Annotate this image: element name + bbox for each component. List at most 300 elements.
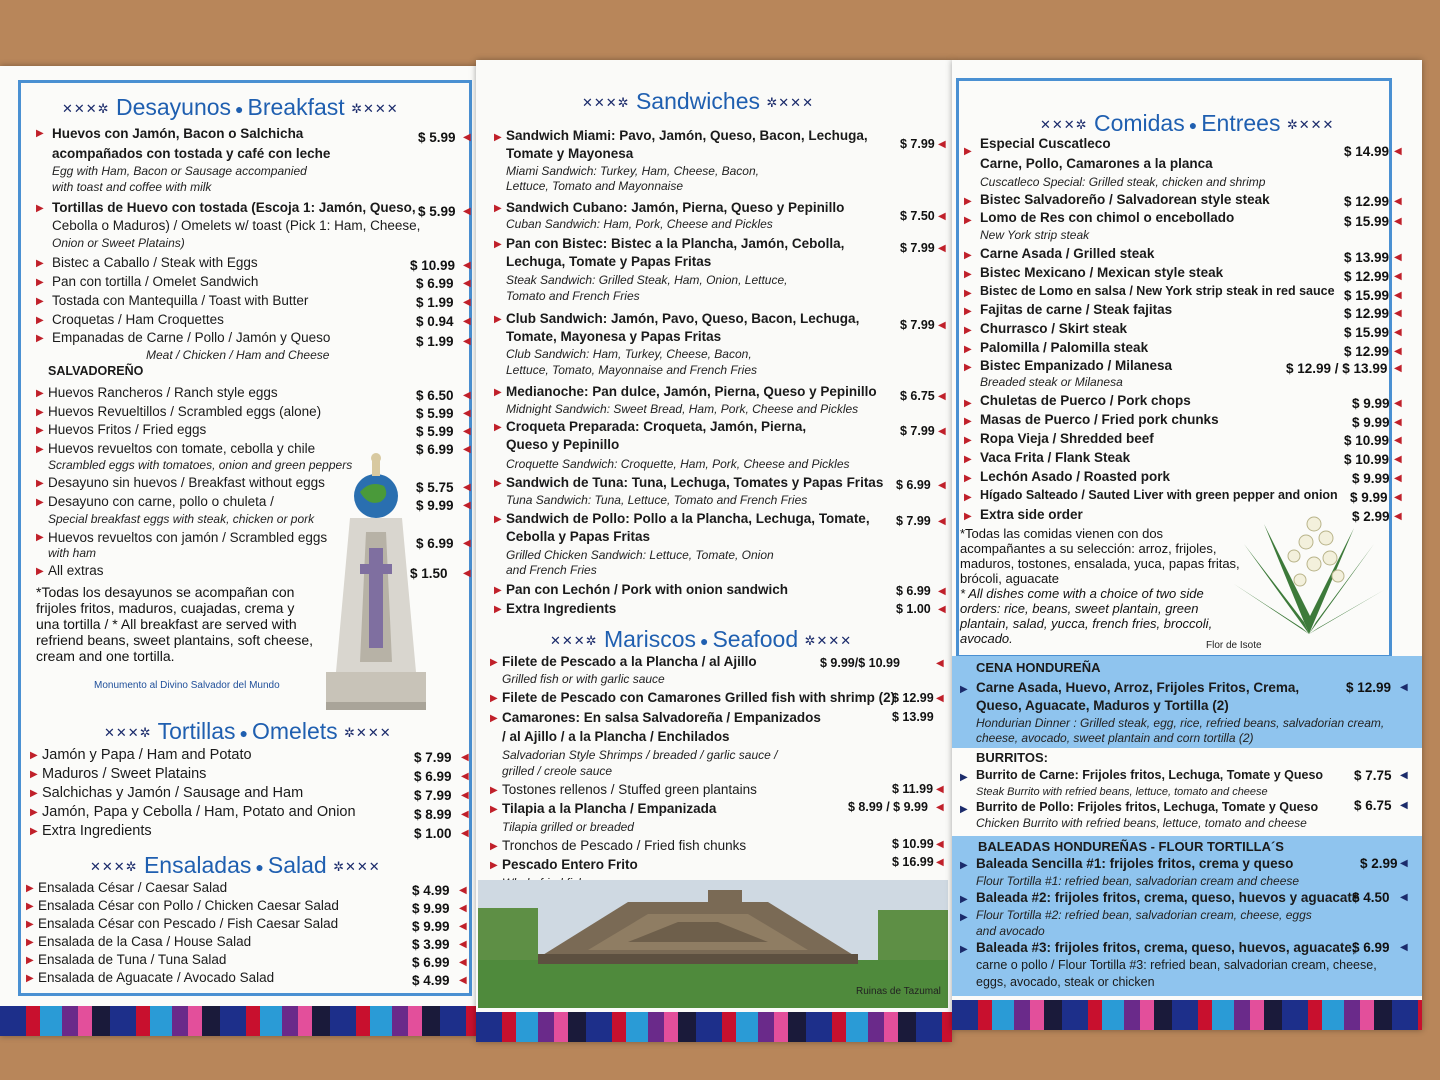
price-arrow-icon: ◀ xyxy=(463,444,471,455)
price-arrow-icon: ◀ xyxy=(1394,271,1402,282)
ornament-icon: ✕✕✕✲ xyxy=(550,632,598,648)
menu-item: Ropa Vieja / Shredded beef xyxy=(980,431,1154,446)
ornament-icon: ✕✕✕✲ xyxy=(104,724,152,740)
arrow-icon: ▶ xyxy=(964,196,972,207)
arrow-icon: ▶ xyxy=(36,258,44,269)
menu-item: Sandwich de Pollo: Pollo a la Plancha, Lechuga, Tomate, xyxy=(506,511,870,526)
menu-item: Carne Asada / Grilled steak xyxy=(980,246,1155,261)
menu-item: Sandwich Cubano: Jamón, Pierna, Queso y Pepinillo xyxy=(506,200,845,215)
item-price: $ 7.99 xyxy=(414,750,452,765)
burritos-title: BURRITOS: xyxy=(976,750,1048,765)
item-price: $ 12.99 / $ 13.99 xyxy=(1286,361,1388,376)
price-arrow-icon: ◀ xyxy=(463,408,471,419)
item-price: $ 3.99 xyxy=(412,937,450,952)
menu-item: Club Sandwich: Jamón, Pavo, Queso, Bacon, Lechuga, xyxy=(506,311,860,326)
price-arrow-icon: ◀ xyxy=(938,391,946,402)
menu-item: carne o pollo / Flour Tortilla #3: refried bean, salvadorian cream, cheese, xyxy=(976,958,1377,972)
arrow-icon: ▶ xyxy=(964,250,972,261)
item-description: Grilled Chicken Sandwich: Lettuce, Tomate, Onion xyxy=(506,548,774,562)
salads-heading: ✕✕✕✲ Ensaladas ● Salad ✲✕✕✕ xyxy=(90,852,381,878)
menu-item: Ensalada César con Pescado / Fish Caesar Salad xyxy=(38,916,339,931)
menu-item: Lechón Asado / Roasted pork xyxy=(980,469,1171,484)
menu-item-full: Bistec Salvadoreño / Salvadorean style steak xyxy=(980,192,1270,207)
menu-item: Tomate y Mayonesa xyxy=(506,146,634,161)
price-arrow-icon: ◀ xyxy=(1394,417,1402,428)
menu-item: Ensalada de Aguacate / Avocado Salad xyxy=(38,970,275,985)
item-description: Steak Burrito with refried beans, lettuce, tomato and cheese xyxy=(976,786,1268,798)
item-description: Cuban Sandwich: Ham, Pork, Cheese and Pickles xyxy=(506,217,773,231)
arrow-icon: ▶ xyxy=(494,478,502,489)
price-arrow-icon: ◀ xyxy=(461,828,469,839)
price-arrow-icon: ◀ xyxy=(1394,346,1402,357)
price-arrow-icon: ◀ xyxy=(459,939,467,950)
menu-item: Salchichas y Jamón / Sausage and Ham xyxy=(42,785,304,801)
menu-item: Pan con tortilla / Omelet Sandwich xyxy=(52,274,259,289)
item-price: $ 6.50 xyxy=(416,388,454,403)
menu-item: Jamón, Papa y Cebolla / Ham, Potato and Onion xyxy=(42,804,356,820)
price-arrow-icon: ◀ xyxy=(461,752,469,763)
item-price: $ 1.00 xyxy=(414,826,452,841)
price-arrow-icon: ◀ xyxy=(1394,216,1402,227)
menu-item: acompañados con tostada y café con leche xyxy=(52,146,331,161)
item-price: $ 10.99 xyxy=(1344,452,1390,467)
textile-strip xyxy=(476,1012,952,1042)
item-description: with ham xyxy=(48,546,97,560)
arrow-icon: ▶ xyxy=(960,684,968,695)
menu-item: Extra Ingredients xyxy=(42,823,152,839)
price-arrow-icon: ◀ xyxy=(1394,492,1402,503)
arrow-icon: ▶ xyxy=(36,425,44,436)
item-description: Tuna Sandwich: Tuna, Lettuce, Tomato and French Fries xyxy=(506,493,808,507)
price-arrow-icon: ◀ xyxy=(463,260,471,271)
arrow-icon: ▶ xyxy=(490,860,498,871)
item-price: $ 4.99 xyxy=(412,973,450,988)
arrow-icon: ▶ xyxy=(490,713,498,724)
menu-item: Lomo de Res con chimol o encebollado xyxy=(980,210,1235,225)
item-price: $ 6.75 xyxy=(900,389,935,403)
item-price: $ 2.99 xyxy=(1360,856,1398,871)
menu-item: Carne, Pollo, Camarones a la planca xyxy=(980,156,1213,171)
price-arrow-icon: ◀ xyxy=(463,206,471,217)
section-subtitle: SALVADOREÑO xyxy=(48,364,144,378)
sandwiches-heading: ✕✕✕✲ Sandwiches ✲✕✕✕ xyxy=(582,88,814,114)
ruins-image xyxy=(478,850,948,1008)
arrow-icon: ▶ xyxy=(30,826,38,837)
entrees-note-es: *Todas las comidas vienen con dos acompañantes a su selección: arroz, frijoles, maduros, tostones, ensalada, yuca, papas fritas, brócoli, aguacate xyxy=(960,526,1240,586)
item-description: Flour Tortilla #1: refried bean, salvadorian cream and cheese xyxy=(976,874,1300,888)
arrow-icon: ▶ xyxy=(26,955,34,966)
item-description: Flour Tortilla #2: refried bean, salvadorian cream, cheese, eggs xyxy=(976,908,1312,922)
arrow-icon: ▶ xyxy=(26,883,34,894)
menu-item: Camarones: En salsa Salvadoreña / Empanizados xyxy=(502,710,821,725)
menu-item: Vaca Frita / Flank Steak xyxy=(980,450,1131,465)
item-price: $ 15.99 xyxy=(1344,288,1390,303)
item-price: $ 6.75 xyxy=(1354,798,1392,813)
entrees-heading: ✕✕✕✲ Comidas ● Entrees ✲✕✕✕ xyxy=(1040,110,1335,136)
menu-panel-middle xyxy=(476,60,952,1042)
price-arrow-icon: ◀ xyxy=(463,426,471,437)
item-price: $ 6.99 xyxy=(896,584,931,598)
item-price: $ 8.99 xyxy=(414,807,452,822)
item-price: $ 1.50 xyxy=(410,566,448,581)
item-description: grilled / creole sauce xyxy=(502,764,613,778)
price-arrow-icon: ◀ xyxy=(463,568,471,579)
price-arrow-icon: ◀ xyxy=(936,693,944,704)
item-description: Egg with Ham, Bacon or Sausage accompanied xyxy=(52,164,307,178)
item-price: $ 6.99 xyxy=(412,955,450,970)
arrow-icon: ▶ xyxy=(964,435,972,446)
item-price: $ 10.99 xyxy=(410,258,456,273)
price-arrow-icon: ◀ xyxy=(1394,435,1402,446)
item-price: $ 5.99 xyxy=(418,130,456,145)
item-description: Cuscatleco Special: Grilled steak, chicken and shrimp xyxy=(980,175,1266,189)
menu-item: Queso, Aguacate, Maduros y Tortilla (2) xyxy=(976,698,1229,713)
item-description: Hondurian Dinner : Grilled steak, egg, rice, refried beans, salvadorian cream, xyxy=(976,716,1385,730)
menu-panel-right xyxy=(952,60,1422,1030)
item-description: Club Sandwich: Ham, Turkey, Cheese, Bacon, xyxy=(506,347,752,361)
price-arrow-icon: ◀ xyxy=(459,921,467,932)
omelets-heading: ✕✕✕✲ Tortillas ● Omelets ✲✕✕✕ xyxy=(104,718,392,744)
price-arrow-icon: ◀ xyxy=(938,604,946,615)
item-description: Meat / Chicken / Ham and Cheese xyxy=(146,348,330,362)
menu-item: Desayuno sin huevos / Breakfast without eggs xyxy=(48,475,325,490)
item-price: $ 7.99 xyxy=(900,318,935,332)
arrow-icon: ▶ xyxy=(960,894,968,905)
arrow-icon: ▶ xyxy=(964,362,972,373)
price-arrow-icon: ◀ xyxy=(1394,196,1402,207)
item-price: $ 9.99 xyxy=(1352,415,1390,430)
item-price: $ 6.99 xyxy=(1352,940,1390,955)
arrow-icon: ▶ xyxy=(960,772,968,783)
baleadas-title: BALEADAS HONDUREÑAS - FLOUR TORTILLA´S xyxy=(978,839,1284,854)
item-price: $ 4.99 xyxy=(412,883,450,898)
price-arrow-icon: ◀ xyxy=(1400,858,1408,869)
menu-item: Desayuno con carne, pollo o chuleta / xyxy=(48,494,274,509)
monument-image xyxy=(320,452,430,722)
item-price: $ 5.75 xyxy=(416,480,454,495)
item-price: $ 11.99 xyxy=(892,782,934,796)
menu-item: Carne Asada, Huevo, Arroz, Frijoles Fritos, Crema, xyxy=(976,680,1300,695)
arrow-icon: ▶ xyxy=(964,288,972,299)
price-arrow-icon: ◀ xyxy=(459,885,467,896)
menu-item: Tomate, Mayonesa y Papas Fritas xyxy=(506,329,722,344)
price-arrow-icon: ◀ xyxy=(938,243,946,254)
arrow-icon: ▶ xyxy=(960,860,968,871)
ornament-icon: ✲✕✕✕ xyxy=(351,100,399,116)
arrow-icon: ▶ xyxy=(36,277,44,288)
price-arrow-icon: ◀ xyxy=(1394,290,1402,301)
menu-item: Huevos Fritos / Fried eggs xyxy=(48,422,207,437)
price-arrow-icon: ◀ xyxy=(936,802,944,813)
arrow-icon: ▶ xyxy=(964,146,972,157)
item-price: $ 12.99 xyxy=(892,691,934,705)
arrow-icon: ▶ xyxy=(490,804,498,815)
menu-item: Ensalada de la Casa / House Salad xyxy=(38,934,252,949)
item-description: cheese, avocado, sweet plantain and corn tortilla (2) xyxy=(976,731,1254,745)
item-price: $ 0.94 xyxy=(416,314,454,329)
item-description: Grilled fish or with garlic sauce xyxy=(502,672,665,686)
price-arrow-icon: ◀ xyxy=(1394,511,1402,522)
price-arrow-icon: ◀ xyxy=(461,809,469,820)
menu-item: Lechuga, Tomate y Papas Fritas xyxy=(506,254,712,269)
arrow-icon: ▶ xyxy=(30,788,38,799)
textile-strip xyxy=(0,1006,476,1036)
item-price: $ 10.99 xyxy=(892,837,934,851)
item-description: New York strip steak xyxy=(980,228,1090,242)
entrees-note-en: * All dishes come with a choice of two side orders: rice, beans, sweet plantain, green plantain, salad, yucca, french fries, broccoli, avocado. xyxy=(960,586,1213,646)
price-arrow-icon: ◀ xyxy=(463,278,471,289)
arrow-icon: ▶ xyxy=(964,306,972,317)
menu-item: Croquetas / Ham Croquettes xyxy=(52,312,224,327)
menu-item: Tronchos de Pescado / Fried fish chunks xyxy=(502,838,747,853)
arrow-icon: ▶ xyxy=(964,325,972,336)
menu-item: Huevos revueltos con jamón / Scrambled eggs xyxy=(48,530,328,545)
price-arrow-icon: ◀ xyxy=(463,538,471,549)
price-arrow-icon: ◀ xyxy=(938,516,946,527)
arrow-icon: ▶ xyxy=(30,750,38,761)
price-arrow-icon: ◀ xyxy=(463,316,471,327)
arrow-icon: ▶ xyxy=(494,387,502,398)
item-price: $ 12.99 xyxy=(1344,344,1390,359)
arrow-icon: ▶ xyxy=(964,511,972,522)
item-price: $ 4.50 xyxy=(1352,890,1390,905)
menu-item: Sandwich de Tuna: Tuna, Lechuga, Tomates y Papas Fritas xyxy=(506,475,884,490)
item-price: $ 5.99 xyxy=(416,406,454,421)
price-arrow-icon: ◀ xyxy=(1394,363,1402,374)
flower-caption: Flor de Isote xyxy=(1206,640,1262,651)
menu-item: Bistec Mexicano / Mexican style steak xyxy=(980,265,1224,280)
breakfast-note: *Todas los desayunos se acompañan con frijoles fritos, maduros, cuajadas, crema y una tortilla / * All breakfast are served with refriend beans, sweet plantains, soft cheese, cream and one tortilla. xyxy=(36,584,314,664)
menu-item: Cebolla y Papas Fritas xyxy=(506,529,651,544)
arrow-icon: ▶ xyxy=(26,937,34,948)
menu-item: Churrasco / Skirt steak xyxy=(980,321,1128,336)
monument-caption: Monumento al Divino Salvador del Mundo xyxy=(94,680,280,691)
ornament-icon: ✲✕✕✕ xyxy=(344,724,392,740)
menu-item: Huevos revueltos con tomate, cebolla y chile xyxy=(48,441,316,456)
arrow-icon: ▶ xyxy=(490,657,498,668)
arrow-icon: ▶ xyxy=(36,478,44,489)
menu-item: Tostones rellenos / Stuffed green plantains xyxy=(502,782,757,797)
item-description: Tomato and French Fries xyxy=(506,289,640,303)
menu-item: Baleada #3: frijoles fritos, crema, queso, huevos, aguacate, xyxy=(976,940,1356,955)
price-arrow-icon: ◀ xyxy=(1400,942,1408,953)
ornament-icon: ✲✕✕✕ xyxy=(804,632,853,648)
menu-item: Empanadas de Carne / Pollo / Jamón y Queso xyxy=(52,330,331,345)
price-arrow-icon: ◀ xyxy=(1394,146,1402,157)
arrow-icon: ▶ xyxy=(964,454,972,465)
arrow-icon: ▶ xyxy=(30,807,38,818)
arrow-icon: ▶ xyxy=(964,416,972,427)
item-price: $ 9.99 xyxy=(412,919,450,934)
price-arrow-icon: ◀ xyxy=(1394,252,1402,263)
menu-item: Bistec de Lomo en salsa / New York strip steak in red sauce xyxy=(980,284,1335,298)
item-price: $ 15.99 xyxy=(1344,325,1390,340)
item-price: $ 7.99 xyxy=(896,514,931,528)
item-price: $ 5.99 xyxy=(416,424,454,439)
menu-item: Hígado Salteado / Sauted Liver with green pepper and onion xyxy=(980,488,1338,502)
price-arrow-icon: ◀ xyxy=(936,857,944,868)
menu-item: Tortillas de Huevo con tostada (Escoja 1: Jamón, Queso, xyxy=(52,200,416,215)
price-arrow-icon: ◀ xyxy=(1400,800,1408,811)
item-price: $ 6.99 xyxy=(414,769,452,784)
item-price: $ 16.99 xyxy=(892,855,934,869)
menu-item: Huevos Rancheros / Ranch style eggs xyxy=(48,385,278,400)
item-price: $ 12.99 xyxy=(1344,306,1390,321)
price-arrow-icon: ◀ xyxy=(936,839,944,850)
menu-item: Huevos con Jamón, Bacon o Salchicha xyxy=(52,126,304,141)
menu-item: Bistec Empanizado / Milanesa xyxy=(980,358,1173,373)
arrow-icon: ▶ xyxy=(36,497,44,508)
price-arrow-icon: ◀ xyxy=(1394,398,1402,409)
ornament-icon: ✕✕✕✲ xyxy=(62,100,110,116)
price-arrow-icon: ◀ xyxy=(1394,308,1402,319)
price-arrow-icon: ◀ xyxy=(938,139,946,150)
item-price: $ 7.99 xyxy=(900,424,935,438)
price-arrow-icon: ◀ xyxy=(938,211,946,222)
menu-item: Ensalada César / Caesar Salad xyxy=(38,880,228,895)
arrow-icon: ▶ xyxy=(964,473,972,484)
price-arrow-icon: ◀ xyxy=(1394,473,1402,484)
item-price: $ 9.99 xyxy=(1350,490,1388,505)
price-arrow-icon: ◀ xyxy=(938,586,946,597)
menu-item: Sandwich Miami: Pavo, Jamón, Queso, Bacon, Lechuga, xyxy=(506,128,868,143)
item-description: Salvadorian Style Shrimps / breaded / garlic sauce / xyxy=(502,748,778,762)
arrow-icon: ▶ xyxy=(36,315,44,326)
arrow-icon: ▶ xyxy=(490,693,498,704)
price-arrow-icon: ◀ xyxy=(938,480,946,491)
price-arrow-icon: ◀ xyxy=(1400,770,1408,781)
arrow-icon: ▶ xyxy=(964,344,972,355)
price-arrow-icon: ◀ xyxy=(936,784,944,795)
item-description: with toast and coffee with milk xyxy=(52,180,212,194)
arrow-icon: ▶ xyxy=(964,398,972,409)
price-arrow-icon: ◀ xyxy=(463,297,471,308)
menu-item: Filete de Pescado a la Plancha / al Ajillo xyxy=(502,654,757,669)
price-arrow-icon: ◀ xyxy=(1394,454,1402,465)
menu-item: Burrito de Carne: Frijoles fritos, Lechuga, Tomate y Queso xyxy=(976,768,1324,782)
menu-item: Pan con Bistec: Bistec a la Plancha, Jamón, Cebolla, xyxy=(506,236,845,251)
arrow-icon: ▶ xyxy=(36,296,44,307)
item-description: Onion or Sweet Platains) xyxy=(52,236,185,250)
menu-item: Extra side order xyxy=(980,507,1083,522)
price-arrow-icon: ◀ xyxy=(459,903,467,914)
ornament-icon: ✕✕✕✲ xyxy=(1040,116,1088,132)
item-price: $ 7.50 xyxy=(900,209,935,223)
item-description: Croquette Sandwich: Croquette, Ham, Pork, Cheese and Pickles xyxy=(506,457,850,471)
menu-item: Baleada Sencilla #1: frijoles fritos, crema y queso xyxy=(976,856,1294,871)
menu-item: Jamón y Papa / Ham and Potato xyxy=(42,747,252,763)
ornament-icon: ✲✕✕✕ xyxy=(1286,116,1335,132)
arrow-icon: ▶ xyxy=(36,532,44,543)
item-price: $ 7.99 xyxy=(900,241,935,255)
item-description: Chicken Burrito with refried beans, lettuce, tomato and cheese xyxy=(976,816,1307,830)
item-price: $ 1.99 xyxy=(416,334,454,349)
menu-item: Huevos Revueltillos / Scrambled eggs (alone) xyxy=(48,404,322,419)
menu-item: All extras xyxy=(48,563,104,578)
price-arrow-icon: ◀ xyxy=(463,132,471,143)
ruins-caption: Ruinas de Tazumal xyxy=(856,986,941,997)
ornament-icon: ✲✕✕✕ xyxy=(766,94,814,110)
item-price: $ 6.99 xyxy=(416,536,454,551)
item-price: $ 6.99 xyxy=(416,276,454,291)
arrow-icon: ▶ xyxy=(30,769,38,780)
arrow-icon: ▶ xyxy=(36,128,44,139)
price-arrow-icon: ◀ xyxy=(461,771,469,782)
menu-item: Medianoche: Pan dulce, Jamón, Pierna, Queso y Pepinillo xyxy=(506,384,877,399)
menu-item: Pescado Entero Frito xyxy=(502,857,638,872)
arrow-icon: ▶ xyxy=(494,585,502,596)
price-arrow-icon: ◀ xyxy=(938,320,946,331)
item-price: $ 12.99 xyxy=(1344,269,1390,284)
item-price: $ 5.99 xyxy=(418,204,456,219)
item-price: $ 13.99 xyxy=(892,710,934,724)
arrow-icon: ▶ xyxy=(494,132,502,143)
arrow-icon: ▶ xyxy=(960,944,968,955)
arrow-icon: ▶ xyxy=(960,804,968,815)
arrow-icon: ▶ xyxy=(490,841,498,852)
menu-item: Burrito de Pollo: Frijoles fritos, Lechuga, Tomate y Queso xyxy=(976,800,1319,814)
item-price: $ 14.99 xyxy=(1344,144,1390,159)
item-price: $ 7.75 xyxy=(1354,768,1392,783)
seafood-heading: ✕✕✕✲ Mariscos ● Seafood ✲✕✕✕ xyxy=(550,626,853,652)
ornament-icon: ✲✕✕✕ xyxy=(333,858,381,874)
menu-item: Palomilla / Palomilla steak xyxy=(980,340,1149,355)
arrow-icon: ▶ xyxy=(26,973,34,984)
arrow-icon: ▶ xyxy=(36,333,44,344)
menu-item: Queso y Pepinillo xyxy=(506,437,620,452)
arrow-icon: ▶ xyxy=(494,604,502,615)
menu-item: Pan con Lechón / Pork with onion sandwich xyxy=(506,582,789,597)
item-description: Steak Sandwich: Grilled Steak, Ham, Onion, Lettuce, xyxy=(506,273,788,287)
arrow-icon: ▶ xyxy=(490,785,498,796)
menu-item: Tilapia a la Plancha / Empanizada xyxy=(502,801,717,816)
item-description: Miami Sandwich: Turkey, Ham, Cheese, Bacon, xyxy=(506,164,759,178)
price-arrow-icon: ◀ xyxy=(1394,327,1402,338)
menu-item: Especial Cuscatleco xyxy=(980,136,1111,151)
price-arrow-icon: ◀ xyxy=(461,790,469,801)
price-arrow-icon: ◀ xyxy=(463,482,471,493)
item-price: $ 7.99 xyxy=(900,137,935,151)
item-description: Lettuce, Tomato and Mayonnaise xyxy=(506,179,684,193)
item-price: $ 8.99 / $ 9.99 xyxy=(848,800,928,814)
item-price: $ 10.99 xyxy=(1344,433,1390,448)
item-price: $ 13.99 xyxy=(1344,250,1390,265)
price-arrow-icon: ◀ xyxy=(936,658,944,669)
menu-item: Tostada con Mantequilla / Toast with Butter xyxy=(52,293,309,308)
menu-item: Baleada #2: frijoles fritos, crema, queso, huevos y aguacate xyxy=(976,890,1360,905)
item-price: $ 12.99 xyxy=(1346,680,1392,695)
item-description: Midnight Sandwich: Sweet Bread, Ham, Pork, Cheese and Pickles xyxy=(506,402,859,416)
arrow-icon: ▶ xyxy=(494,239,502,250)
item-price: $ 9.99 xyxy=(1352,471,1390,486)
arrow-icon: ▶ xyxy=(964,215,972,226)
arrow-icon: ▶ xyxy=(26,901,34,912)
item-description: Tilapia grilled or breaded xyxy=(502,820,634,834)
arrow-icon: ▶ xyxy=(36,388,44,399)
arrow-icon: ▶ xyxy=(964,492,972,503)
price-arrow-icon: ◀ xyxy=(938,426,946,437)
item-price: $ 6.99 xyxy=(416,442,454,457)
item-description: Special breakfast eggs with steak, chicken or pork xyxy=(48,512,315,526)
price-arrow-icon: ◀ xyxy=(463,500,471,511)
menu-item: / al Ajillo / a la Plancha / Enchilados xyxy=(502,729,730,744)
menu-panel-left xyxy=(0,66,476,1036)
ornament-icon: ✕✕✕✲ xyxy=(90,858,138,874)
item-description: and avocado xyxy=(976,924,1045,938)
menu-item: Ensalada César con Pollo / Chicken Caesar Salad xyxy=(38,898,339,913)
arrow-icon: ▶ xyxy=(494,314,502,325)
item-description: Lettuce, Tomato, Mayonnaise and French Fries xyxy=(506,363,758,377)
